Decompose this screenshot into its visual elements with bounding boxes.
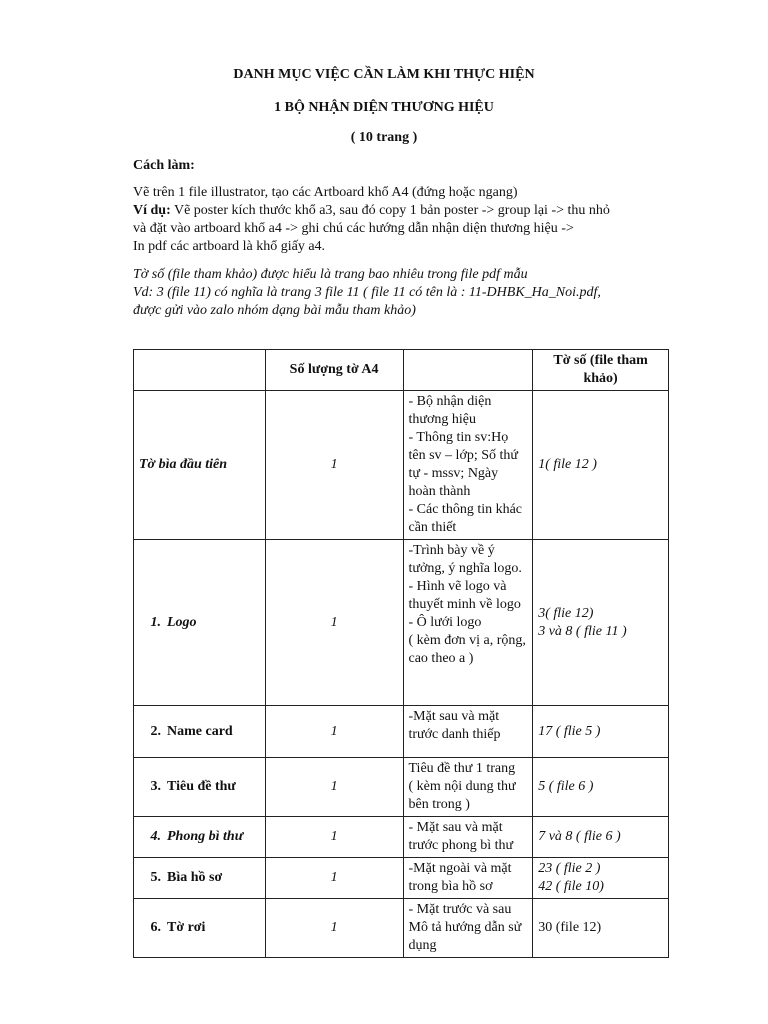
header-cell-description <box>403 350 533 391</box>
note-paragraph <box>133 266 693 320</box>
reference-line: 42 ( file 10) <box>538 879 604 894</box>
table-row <box>134 899 669 958</box>
reference-line: 17 ( flie 5 ) <box>538 723 601 739</box>
table-row <box>134 540 669 706</box>
reference-line: 3 và 8 ( flie 11 ) <box>538 623 627 639</box>
description-line: - Bộ nhận diện thương hiệu <box>408 394 492 427</box>
table-row <box>134 817 669 858</box>
item-name: Logo <box>167 614 197 630</box>
item-name: Tờ rơi <box>167 920 206 935</box>
doc-title-line3: ( 10 trang ) <box>350 130 418 145</box>
item-name-cell <box>134 858 266 899</box>
item-name-cell <box>134 758 266 817</box>
item-quantity: 1 <box>265 899 403 958</box>
item-reference <box>533 858 669 899</box>
item-description <box>403 391 533 540</box>
item-name-cell <box>134 899 266 958</box>
item-number: 1. <box>150 614 161 630</box>
description-line: ( kèm đơn vị a, rộng, cao theo a ) <box>408 633 526 666</box>
header-cell-reference: Tờ số (file tham khảo) <box>533 350 669 391</box>
item-name: Bìa hồ sơ <box>167 870 223 885</box>
item-number: 4. <box>150 829 161 844</box>
item-name-cell <box>134 540 266 706</box>
item-number: 6. <box>150 920 161 935</box>
doc-title-line2: 1 BỘ NHẬN DIỆN THƯƠNG HIỆU <box>274 100 494 115</box>
item-quantity: 1 <box>265 706 403 758</box>
item-number: 2. <box>150 723 161 739</box>
item-description <box>403 540 533 706</box>
item-quantity: 1 <box>265 540 403 706</box>
table-row <box>134 758 669 817</box>
note-line2: Vd: 3 (file 11) có nghĩa là trang 3 file 11 ( file 11 có tên là : 11-DHBK_Ha_Noi.pdf, <box>133 285 601 300</box>
item-reference <box>533 391 669 540</box>
description-line: - Các thông tin khác cần thiết <box>408 502 523 535</box>
description-line: - Hình vẽ logo và thuyết minh về logo <box>408 579 521 612</box>
method-line1: Vẽ trên 1 file illustrator, tạo các Artboard khổ A4 (đứng hoặc ngang) <box>133 185 518 200</box>
item-number: 5. <box>150 870 161 885</box>
item-description <box>403 706 533 758</box>
task-table <box>133 349 669 958</box>
reference-line: 3( flie 12) <box>538 605 594 621</box>
description-line: -Mặt sau và mặt trước danh thiếp <box>408 709 501 742</box>
note-line1: Tờ số (file tham khảo) được hiểu là trang bao nhiêu trong file pdf mẫu <box>133 267 528 282</box>
reference-line: 7 và 8 ( flie 6 ) <box>538 829 621 844</box>
method-line3: và đặt vào artboard khổ a4 -> ghi chú các hướng dẫn nhận diện thương hiệu -> <box>133 221 574 236</box>
item-name-cell <box>134 706 266 758</box>
description-line: -Mặt ngoài và mặt trong bìa hồ sơ <box>408 861 512 894</box>
item-reference <box>533 899 669 958</box>
reference-line: 23 ( flie 2 ) <box>538 861 601 876</box>
item-number: 3. <box>150 779 161 794</box>
method-paragraph <box>133 184 693 256</box>
item-description <box>403 858 533 899</box>
description-line: Tiêu đề thư 1 trang <box>408 761 516 776</box>
table-row <box>134 391 669 540</box>
item-reference <box>533 817 669 858</box>
item-description <box>403 817 533 858</box>
item-quantity: 1 <box>265 858 403 899</box>
example-text: Vẽ poster kích thước khổ a3, sau đó copy 1 bản poster -> group lại -> thu nhỏ <box>170 203 610 218</box>
item-name-cell <box>134 817 266 858</box>
table-header-row <box>134 350 669 391</box>
item-quantity: 1 <box>265 758 403 817</box>
reference-line: 1( file 12 ) <box>538 457 597 472</box>
item-reference <box>533 706 669 758</box>
note-line3: được gửi vào zalo nhóm dạng bài mẫu tham khảo) <box>133 303 416 318</box>
item-name: Name card <box>167 723 233 739</box>
example-label: Ví dụ: <box>133 203 171 218</box>
description-line: Mô tả hướng dẫn sử dụng <box>408 920 522 953</box>
item-quantity: 1 <box>265 817 403 858</box>
example-line <box>133 202 693 220</box>
doc-title-line1: DANH MỤC VIỆC CẦN LÀM KHI THỰC HIỆN <box>233 67 535 82</box>
reference-line: 5 ( file 6 ) <box>538 779 594 794</box>
table-body <box>134 391 669 958</box>
header-cell-quantity: Số lượng tờ A4 <box>265 350 403 391</box>
item-reference <box>533 540 669 706</box>
item-reference <box>533 758 669 817</box>
item-name-cell <box>134 391 266 540</box>
item-name: Phong bì thư <box>167 829 244 844</box>
item-description <box>403 758 533 817</box>
description-line: - Mặt trước và sau <box>408 902 512 917</box>
item-name: Tiêu đề thư <box>167 779 236 794</box>
reference-line: 30 (file 12) <box>538 920 602 935</box>
description-line: ( kèm nội dung thư bên trong ) <box>408 779 516 812</box>
item-name: Tờ bìa đầu tiên <box>139 457 228 472</box>
description-line: -Trình bày về ý tưởng, ý nghĩa logo. <box>408 543 522 576</box>
item-description <box>403 899 533 958</box>
description-line: - Ô lưới logo <box>408 615 482 630</box>
item-quantity: 1 <box>265 391 403 540</box>
header-cell-item <box>134 350 266 391</box>
table-row <box>134 706 669 758</box>
description-line: - Thông tin sv:Họ tên sv – lớp; Số thứ tự - mssv; Ngày hoàn thành <box>408 430 518 499</box>
method-heading: Cách làm: <box>133 158 195 173</box>
description-line: - Mặt sau và mặt trước phong bì thư <box>408 820 514 853</box>
table-row <box>134 858 669 899</box>
method-line4: In pdf các artboard là khổ giấy a4. <box>133 239 326 254</box>
